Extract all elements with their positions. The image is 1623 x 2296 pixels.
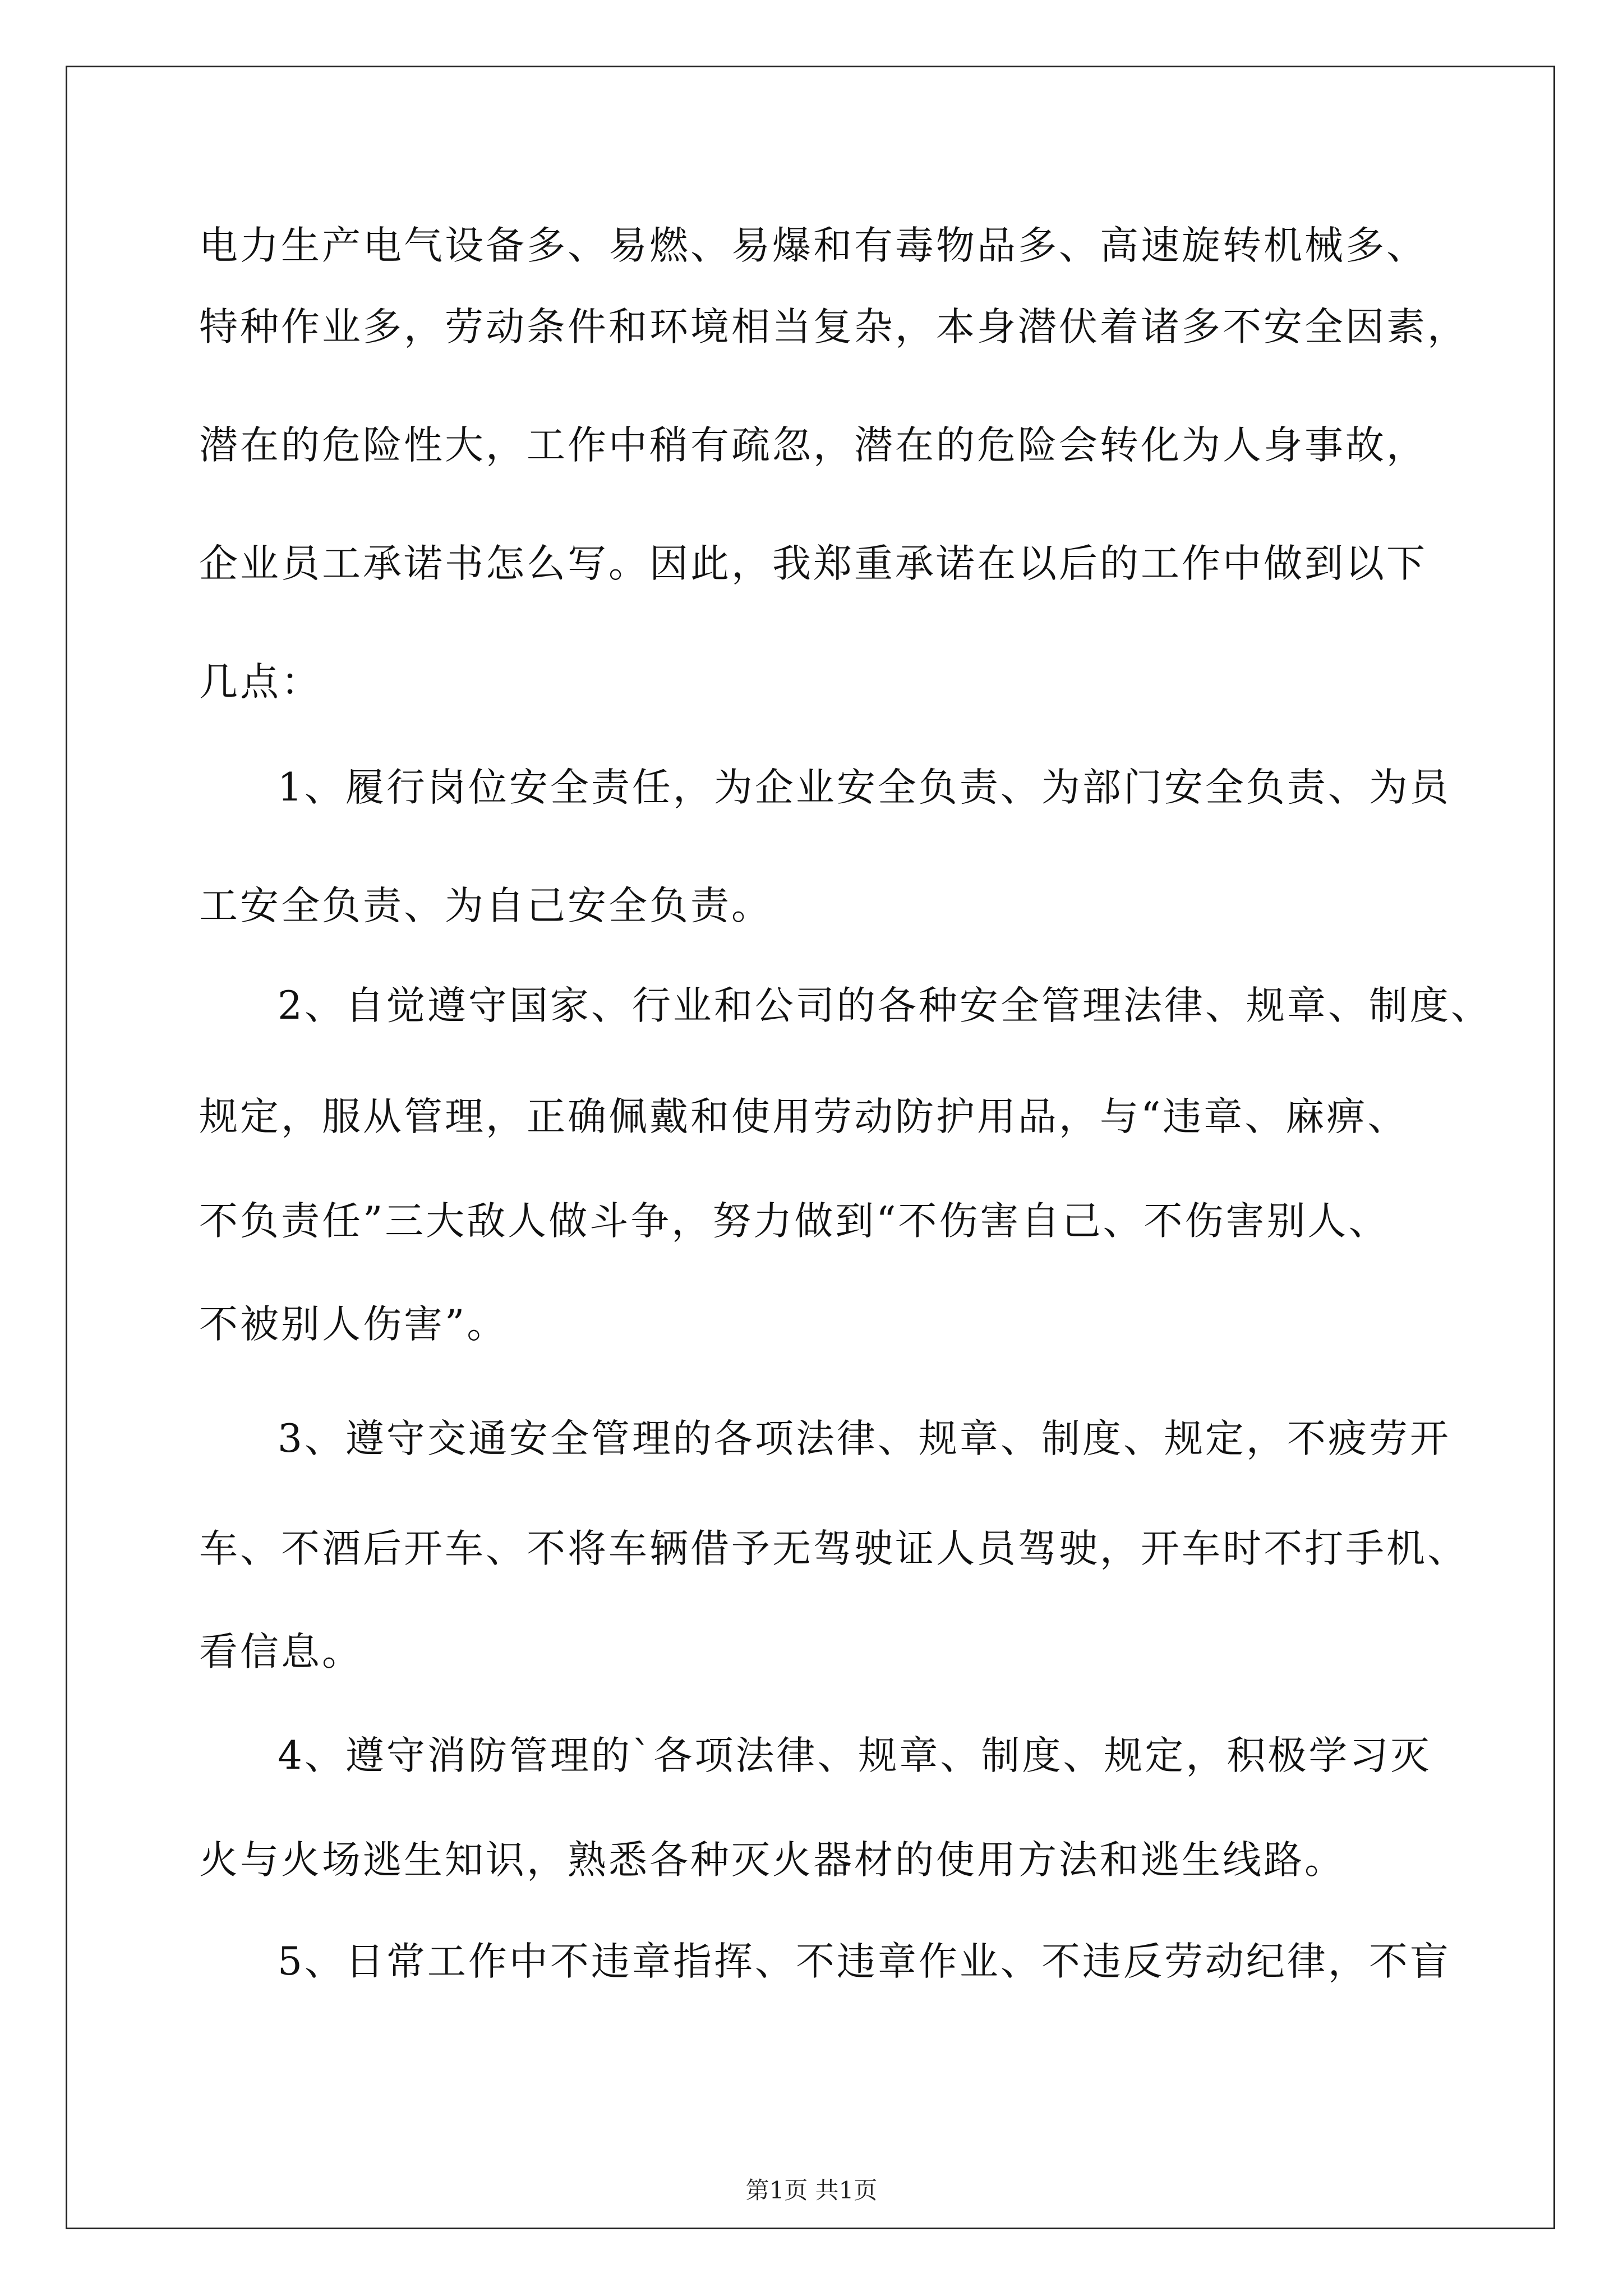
item-3-line: 3、遵守交通安全管理的各项法律、规章、制度、规定，不疲劳开 [278,1416,1451,1461]
item-2-line: 2、自觉遵守国家、行业和公司的各种安全管理法律、规章、制度、 [278,983,1492,1028]
body-line: 潜在的危险性大，工作中稍有疏忽，潜在的危险会转化为人身事故， [199,423,1427,468]
item-2-line: 不负责任”三大敌人做斗争，努力做到“不伤害自己、不伤害别人、 [199,1199,1390,1244]
body-line: 企业员工承诺书怎么写。因此，我郑重承诺在以后的工作中做到以下 [199,541,1427,586]
item-1-line: 工安全负责、为自己安全负责。 [199,884,772,928]
body-line: 特种作业多，劳动条件和环境相当复杂，本身潜伏着诸多不安全因素， [199,305,1468,349]
body-line: 几点： [199,660,322,705]
item-3-line: 车、不酒后开车、不将车辆借予无驾驶证人员驾驶，开车时不打手机、 [199,1526,1468,1571]
item-4-line: 火与火场逃生知识，熟悉各种灭火器材的使用方法和逃生线路。 [199,1838,1345,1883]
page-border [66,66,1555,2229]
item-1-line: 1、履行岗位安全责任，为企业安全负责、为部门安全负责、为员 [278,765,1451,810]
item-3-line: 看信息。 [199,1630,363,1674]
item-4-line: 4、遵守消防管理的`各项法律、规章、制度、规定，积极学习灭 [278,1733,1432,1778]
body-line: 电力生产电气设备多、易燃、易爆和有毒物品多、高速旋转机械多、 [199,223,1427,268]
page-number-footer: 第1页 共1页 [745,2177,878,2204]
item-2-line: 不被别人伤害”。 [199,1302,508,1347]
item-5-line: 5、日常工作中不违章指挥、不违章作业、不违反劳动纪律，不盲 [278,1939,1451,1984]
item-2-line: 规定，服从管理，正确佩戴和使用劳动防护用品，与“违章、麻痹、 [199,1094,1409,1139]
